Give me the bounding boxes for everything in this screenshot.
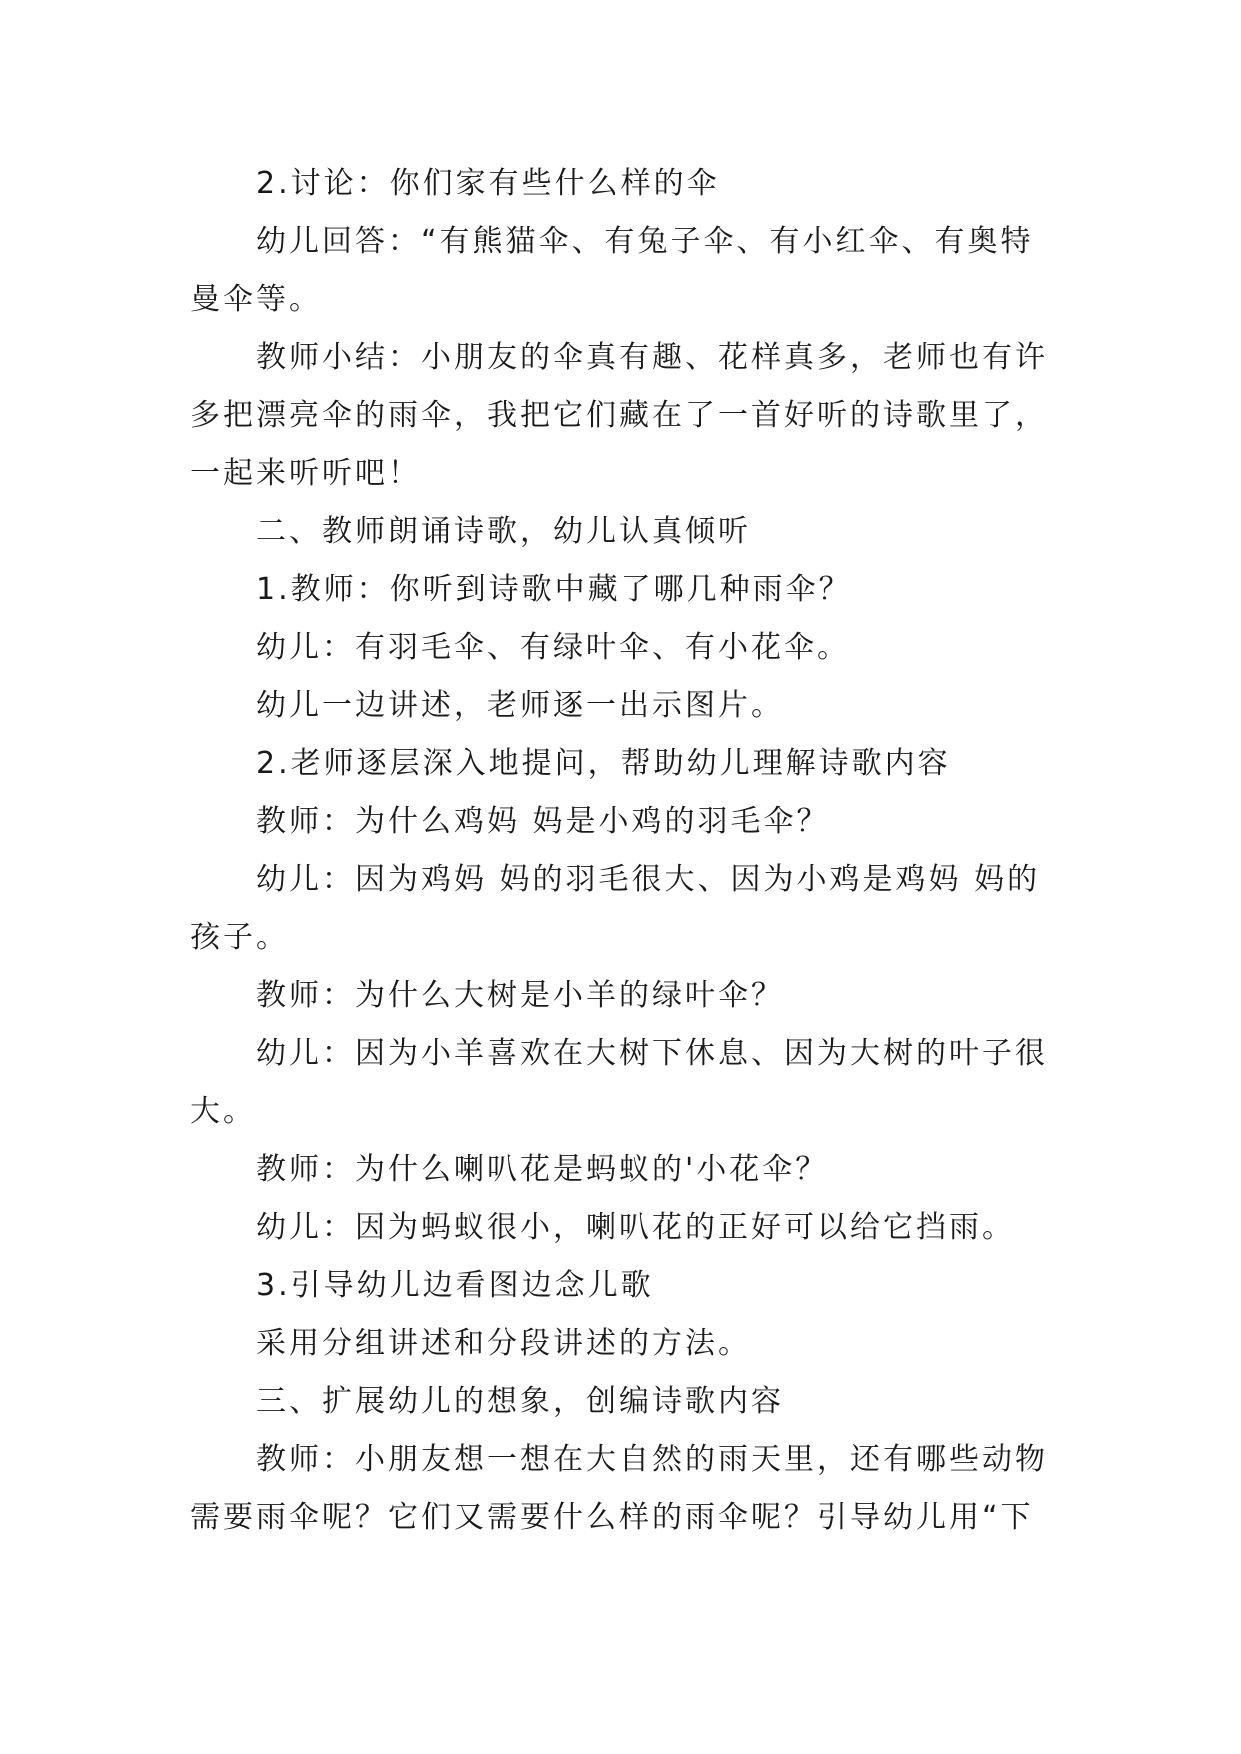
paragraph-line: 大。 — [190, 1094, 256, 1129]
paragraph-line: 曼伞等。 — [190, 282, 322, 317]
paragraph-line: 2.老师逐层深入地提问，帮助幼儿理解诗歌内容 — [256, 746, 951, 781]
paragraph-line: 幼儿：因为小羊喜欢在大树下休息、因为大树的叶子很 — [256, 1036, 1048, 1071]
paragraph-line: 需要雨伞呢？它们又需要什么样的雨伞呢？引导幼儿用“下 — [190, 1500, 1034, 1535]
paragraph-line: 幼儿一边讲述，老师逐一出示图片。 — [256, 688, 784, 723]
paragraph-line: 多把漂亮伞的雨伞，我把它们藏在了一首好听的诗歌里了， — [190, 398, 1048, 433]
paragraph-line: 幼儿：有羽毛伞、有绿叶伞、有小花伞。 — [256, 630, 850, 665]
paragraph-line: 幼儿：因为蚂蚁很小，喇叭花的正好可以给它挡雨。 — [256, 1210, 1015, 1245]
paragraph-line: 教师：为什么大树是小羊的绿叶伞？ — [256, 978, 784, 1013]
paragraph-line: 一起来听听吧！ — [190, 456, 421, 491]
paragraph-line: 孩子。 — [190, 920, 289, 955]
paragraph-line: 教师：为什么鸡妈 妈是小鸡的羽毛伞？ — [256, 804, 830, 839]
paragraph-line: 教师：小朋友想一想在大自然的雨天里，还有哪些动物 — [256, 1442, 1048, 1477]
section-heading: 二、教师朗诵诗歌，幼儿认真倾听 — [256, 514, 751, 549]
paragraph-line: 教师：为什么喇叭花是蚂蚁的'小花伞？ — [256, 1152, 829, 1187]
paragraph-line: 3.引导幼儿边看图边念儿歌 — [256, 1268, 654, 1303]
paragraph-line: 教师小结：小朋友的伞真有趣、花样真多，老师也有许 — [256, 340, 1048, 375]
paragraph-line: 幼儿：因为鸡妈 妈的羽毛很大、因为小鸡是鸡妈 妈的 — [256, 862, 1041, 897]
paragraph-line: 1.教师：你听到诗歌中藏了哪几种雨伞？ — [256, 572, 852, 607]
paragraph-line: 幼儿回答：“有熊猫伞、有兔子伞、有小红伞、有奥特 — [256, 224, 1034, 259]
section-heading: 三、扩展幼儿的想象，创编诗歌内容 — [256, 1384, 784, 1419]
paragraph-line: 采用分组讲述和分段讲述的方法。 — [256, 1326, 751, 1361]
paragraph-line: 2.讨论：你们家有些什么样的伞 — [256, 166, 720, 201]
